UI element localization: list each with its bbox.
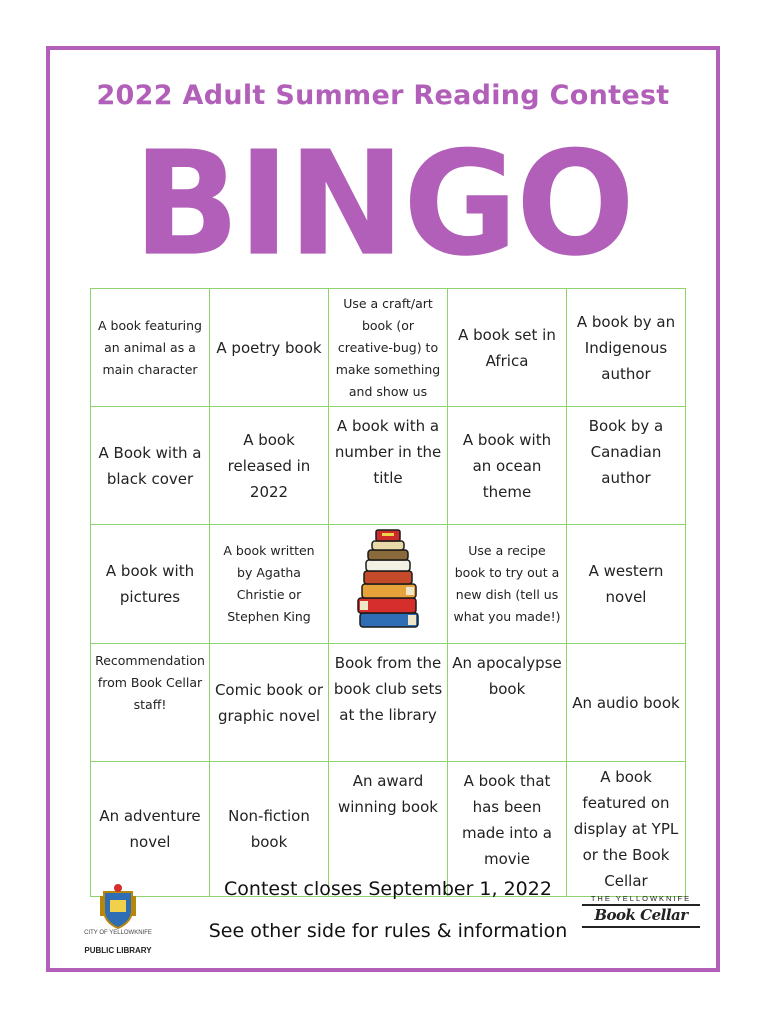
library-name-text: PUBLIC LIBRARY [84,946,152,955]
contest-subtitle: 2022 Adult Summer Reading Contest [96,80,670,111]
bingo-cell: A poetry book [210,289,329,407]
bingo-cell: An apocalypse book [448,644,567,762]
city-crest-icon [98,882,138,930]
bookcellar-top-text: THE YELLOWKNIFE [590,894,692,903]
bingo-cell: Book by a Canadian author [567,407,686,525]
library-logo [76,882,160,960]
bingo-cell: A book written by Agatha Christie or Stephen King [210,525,329,644]
bingo-cell: Book from the book club sets at the library [329,644,448,762]
bingo-cell: A book released in 2022 [210,407,329,525]
library-city-text: CITY OF YELLOWKNIFE [84,930,152,936]
free-space-cell [329,525,448,644]
bingo-cell: A book with an ocean theme [448,407,567,525]
bingo-cell: A book featuring an animal as a main character [91,289,210,407]
bingo-row [91,407,686,525]
bingo-cell: A Book with a black cover [91,407,210,525]
contest-closes-text: Contest closes September 1, 2022 [224,878,552,900]
bingo-cell: Comic book or graphic novel [210,644,329,762]
bingo-cell: An audio book [567,644,686,762]
bingo-title: BINGO [133,120,633,289]
bingo-cell: A book with a number in the title [329,407,448,525]
bingo-row [91,762,686,897]
bookcellar-logo [582,894,700,934]
bingo-cell: Use a recipe book to try out a new dish (tell us what you made!) [448,525,567,644]
bingo-row [91,289,686,407]
stack-of-books-icon [352,525,424,635]
bingo-row [91,644,686,762]
bookcellar-name-text: Book Cellar [594,906,688,924]
bingo-cell: Use a craft/art book (or creative-bug) to make something and show us [329,289,448,407]
bingo-cell: An adventure novel [91,762,210,897]
bingo-cell: A book by an Indigenous author [567,289,686,407]
other-side-text: See other side for rules & information [208,920,568,942]
bingo-row [91,525,686,644]
bingo-cell: An award winning book [329,762,448,897]
bingo-cell: Non-fiction book [210,762,329,897]
bingo-cell: A book with pictures [91,525,210,644]
bingo-cell: A book that has been made into a movie [448,762,567,897]
bingo-cell: A book set in Africa [448,289,567,407]
bingo-cell: Recommendation from Book Cellar staff! [91,644,210,762]
bingo-card [90,288,686,897]
bingo-cell: A book featured on display at YPL or the Book Cellar [567,762,686,897]
bingo-cell: A western novel [567,525,686,644]
